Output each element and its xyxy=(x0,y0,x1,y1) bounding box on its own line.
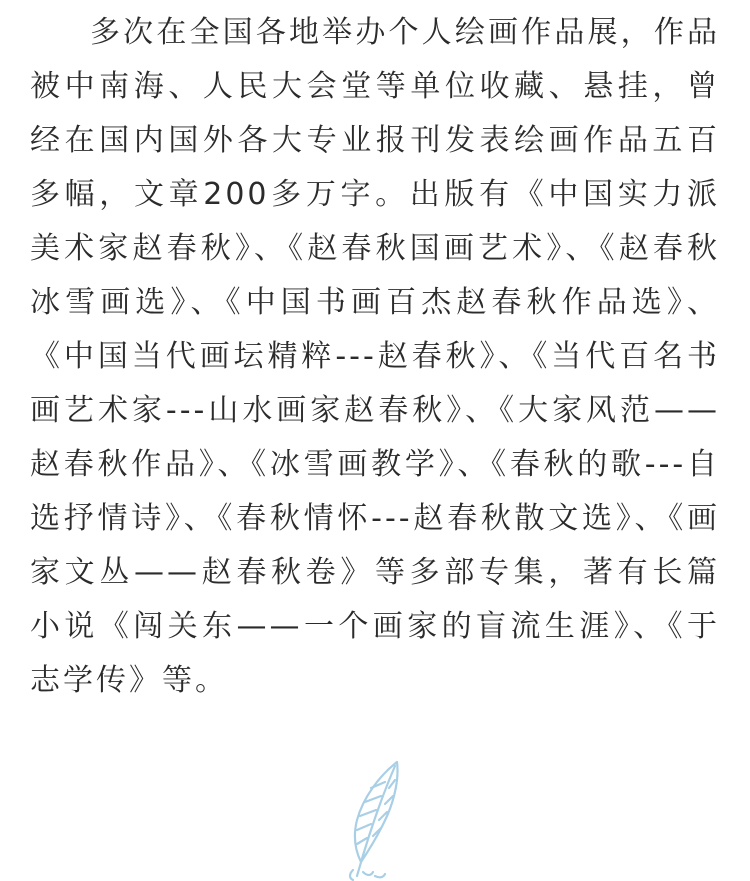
feather-icon xyxy=(335,758,415,881)
article-paragraph: 多次在全国各地举办个人绘画作品展，作品被中南海、人民大会堂等单位收藏、悬挂，曾经在国内国外各大专业报刊发表绘画作品五百多幅，文章200多万字。出版有《中国实力派美术家赵春秋》、《赵春秋国画艺术》、《赵春秋冰雪画选》、《中国书画百杰赵春秋作品选》、《中国当代画坛精粹---赵春秋》、《当代百名书画艺术家---山水画家赵春秋》、《大家风范——赵春秋作品》、《冰雪画教学》、《春秋的歌---自选抒情诗》、《春秋情怀---赵春秋散文选》、《画家文丛——赵春秋卷》等多部专集，著有长篇小说《闯关东——一个画家的盲流生涯》、《于志学传》等。 xyxy=(30,15,720,698)
article-body xyxy=(30,6,720,708)
